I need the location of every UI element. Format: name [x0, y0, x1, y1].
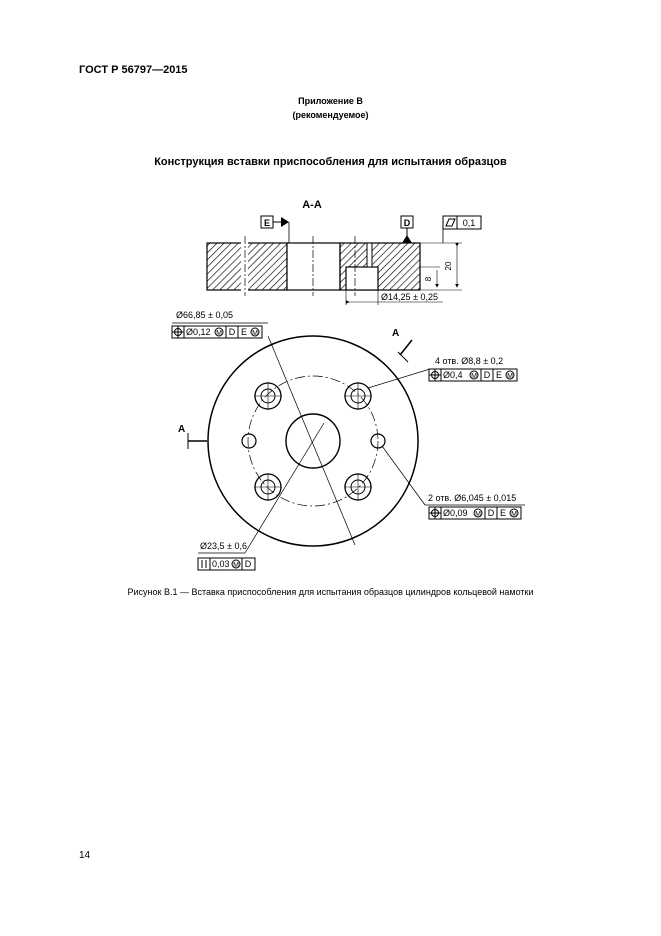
figure-caption: Рисунок В.1 — Вставка приспособления для испытания образцов цилиндров кольцевой намотки [127, 587, 534, 597]
page-number: 14 [79, 850, 91, 861]
fcf-center-mod: M [233, 562, 239, 569]
dim-4holes: 4 отв. Ø8,8 ± 0,2 [435, 356, 504, 366]
fcf-outer-tol: Ø0,12 [186, 327, 211, 337]
fcf-4holes-mod: M [471, 373, 477, 380]
section-label: А-А [302, 199, 322, 211]
appendix-subtitle: (рекомендуемое) [292, 110, 369, 120]
section-bore [287, 243, 340, 290]
fcf-2holes-d1: D [487, 508, 495, 518]
hole-lower-left [254, 473, 282, 501]
dim-outer: Ø66,85 ± 0,05 [176, 310, 233, 320]
fcf-2holes-mod: M [475, 511, 481, 518]
fcf-2holes [429, 507, 521, 519]
fcf-outer-mod: M [216, 330, 222, 337]
fcf-center-d1: D [244, 559, 252, 569]
fcf-outer-d2mod: M [252, 330, 258, 337]
fcf-4holes [429, 369, 517, 381]
dim-height: 20 [444, 261, 453, 271]
counterbore [346, 267, 378, 290]
fcf-4holes-d2: E [495, 370, 503, 380]
dim-counterbore: Ø14,25 ± 0,25 [381, 292, 438, 302]
fcf-outer [172, 326, 262, 338]
fcf-center [198, 558, 255, 570]
leader-2holes [382, 446, 425, 505]
datum-d-label: D [403, 218, 411, 228]
fcf-2holes-tol: Ø0,09 [443, 508, 468, 518]
view-arrow-left-label: А [178, 424, 186, 435]
document-header: ГОСТ Р 56797—2015 [79, 64, 188, 76]
flatness-value: 0,1 [462, 218, 476, 228]
dim-2holes: 2 отв. Ø6,045 ± 0,015 [428, 493, 517, 503]
leader-center [245, 423, 324, 553]
appendix-title: Приложение В [298, 96, 363, 106]
fcf-outer-d2: E [240, 327, 248, 337]
dim-center: Ø23,5 ± 0,6 [200, 541, 247, 551]
view-arrow-right-label: А [392, 328, 400, 339]
fcf-outer-d1: D [228, 327, 236, 337]
hole-lower-right [344, 473, 372, 501]
leader-4holes [368, 369, 430, 388]
plan-view [172, 310, 525, 570]
datum-e-label: E [263, 218, 271, 228]
fcf-4holes-d2mod: M [507, 373, 513, 380]
leader-outer [268, 336, 355, 545]
fcf-2holes-d2mod: M [511, 511, 517, 518]
section-title: Конструкция вставки приспособления для испытания образцов [154, 156, 507, 168]
dim-depth: 8 [424, 276, 433, 282]
fcf-center-tol: 0,03 [212, 559, 230, 569]
section-view [207, 199, 481, 305]
fcf-2holes-d2: E [499, 508, 507, 518]
flatness-symbol-box [443, 216, 457, 229]
fcf-4holes-tol: Ø0,4 [443, 370, 463, 380]
fcf-4holes-d1: D [483, 370, 491, 380]
pin-hole-left [242, 434, 256, 448]
